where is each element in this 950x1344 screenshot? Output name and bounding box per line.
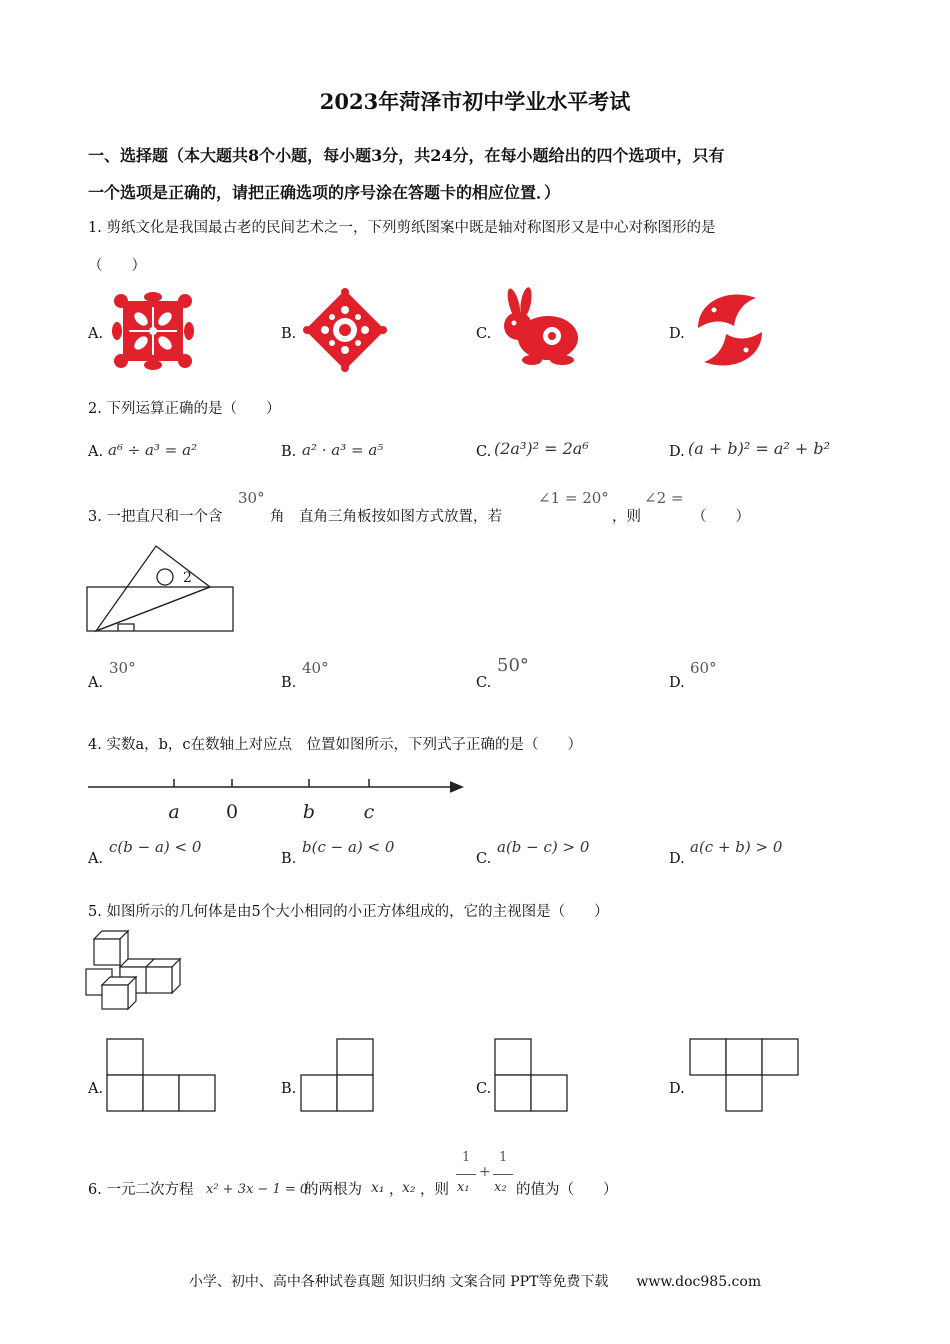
q6-stem-part2: 的两根为 xyxy=(304,1182,362,1198)
q3-option-a-value: 30° xyxy=(109,659,136,677)
q3-option-d-value: 60° xyxy=(690,659,717,677)
q3-option-d-label: D. xyxy=(669,675,685,691)
q1-option-a-label: A. xyxy=(88,326,104,342)
q3-stem-part2: 角 直角三角板按如图方式放置，若 xyxy=(270,509,502,525)
q5-option-b-label: B. xyxy=(281,1081,297,1097)
q1-answer-paren: （ ） xyxy=(88,258,146,274)
q1-option-c-label: C. xyxy=(476,326,492,342)
q3-option-c-label: C. xyxy=(476,675,492,691)
q2-option-d-expr: (a + b)² = a² + b² xyxy=(688,439,831,458)
q3-ruler-triangle-figure xyxy=(86,544,236,634)
axis-label-0: 0 xyxy=(225,801,239,823)
q2-option-d-label: D. xyxy=(669,444,685,460)
q2-option-c-label: C. xyxy=(476,444,492,460)
axis-label-c: c xyxy=(363,801,375,823)
q2-option-a-label: A. xyxy=(88,444,104,460)
axis-label-b: b xyxy=(302,801,316,823)
q5-cube-solid-figure xyxy=(86,929,186,1011)
q6-stem-part1: 6. 一元二次方程 xyxy=(88,1182,194,1198)
q4-option-b-expr: b(c − a) < 0 xyxy=(302,838,395,856)
q4-stem: 4. 实数a，b，c在数轴上对应点 位置如图所示，下列式子正确的是（ ） xyxy=(88,737,582,753)
q2-stem: 2. 下列运算正确的是（ ） xyxy=(88,401,281,417)
q3-figure-label-2: 2 xyxy=(183,570,192,586)
q3-option-a-label: A. xyxy=(88,675,104,691)
q2-option-b-expr: a² · a³ = a⁵ xyxy=(302,441,384,459)
q2-option-b-label: B. xyxy=(281,444,297,460)
q4-option-c-expr: a(b − c) > 0 xyxy=(497,838,590,856)
axis-label-a: a xyxy=(168,801,180,823)
q6-root2: x₂ xyxy=(402,1180,416,1196)
q6-stem-part3: ，则 xyxy=(420,1182,449,1198)
q4-option-c-label: C. xyxy=(476,851,492,867)
q6-fraction2-bar xyxy=(493,1174,513,1175)
q4-option-d-label: D. xyxy=(669,851,685,867)
q4-option-a-expr: c(b − a) < 0 xyxy=(109,838,202,856)
q6-stem-part4: 的值为（ ） xyxy=(516,1182,618,1198)
q6-root1: x₁ xyxy=(371,1180,385,1196)
section-header-line2: 一个选项是正确的，请把正确选项的序号涂在答题卡的相应位置．） xyxy=(88,183,561,202)
q3-option-b-value: 40° xyxy=(302,659,329,677)
q5-stem: 5. 如图所示的几何体是由5个大小相同的小正方体组成的，它的主视图是（ ） xyxy=(88,904,609,920)
q4-option-a-label: A. xyxy=(88,851,104,867)
q6-fraction2-denominator: x₂ xyxy=(494,1180,507,1195)
q4-number-line xyxy=(88,776,468,826)
papercut-rabbit-icon xyxy=(496,288,582,368)
q3-angle2-query: ∠2 = xyxy=(644,489,684,507)
q1-option-b-label: B. xyxy=(281,326,297,342)
papercut-fish-pair-icon xyxy=(690,288,770,372)
q4-option-d-expr: a(c + b) > 0 xyxy=(690,838,783,856)
q5-option-a-label: A. xyxy=(88,1081,104,1097)
q2-option-c-expr: (2a³)² = 2a⁶ xyxy=(494,439,589,458)
q1-stem: 1. 剪纸文化是我国最古老的民间艺术之一，下列剪纸图案中既是轴对称图形又是中心对称图形的是 xyxy=(88,220,716,236)
q6-separator: ， xyxy=(389,1182,404,1198)
q5-option-c-label: C. xyxy=(476,1081,492,1097)
q3-stem-part3: ，则 xyxy=(612,509,641,525)
q6-fraction1-bar xyxy=(456,1174,476,1175)
q3-answer-paren: （ ） xyxy=(692,509,750,525)
q4-option-b-label: B. xyxy=(281,851,297,867)
q6-plus-sign: + xyxy=(479,1164,491,1180)
papercut-snowflake-diamond-icon xyxy=(303,288,387,372)
q5-option-d-grid xyxy=(689,1038,799,1112)
q5-option-c-grid xyxy=(494,1038,568,1112)
q5-option-a-grid xyxy=(106,1038,216,1112)
q1-option-d-label: D. xyxy=(669,326,685,342)
papercut-butterfly-square-icon xyxy=(113,293,193,369)
triangle-shape xyxy=(96,546,210,631)
q3-option-c-value: 50° xyxy=(497,655,529,676)
q3-stem-part1: 3. 一把直尺和一个含 xyxy=(88,509,223,525)
q6-fraction2-numerator: 1 xyxy=(499,1150,508,1165)
q5-option-d-label: D. xyxy=(669,1081,685,1097)
q6-fraction1-denominator: x₁ xyxy=(457,1180,470,1195)
q2-option-a-expr: a⁶ ÷ a³ = a² xyxy=(108,441,198,459)
section-header-line1: 一、选择题（本大题共8个小题，每小题3分，共24分，在每小题给出的四个选项中，只有 xyxy=(88,146,725,165)
q5-option-b-grid xyxy=(300,1038,374,1112)
q6-fraction1-numerator: 1 xyxy=(462,1150,471,1165)
q3-angle-30: 30° xyxy=(238,489,265,507)
page-title: 2023年菏泽市初中学业水平考试 xyxy=(319,89,631,114)
q3-option-b-label: B. xyxy=(281,675,297,691)
q3-angle1-given: ∠1 = 20° xyxy=(538,489,609,507)
ruler-shape xyxy=(87,587,233,631)
page-footer: 小学、初中、高中各种试卷真题 知识归纳 文案合同 PPT等免费下载 www.doc985.com xyxy=(188,1274,762,1290)
q6-equation: x² + 3x − 1 = 0 xyxy=(206,1182,309,1197)
